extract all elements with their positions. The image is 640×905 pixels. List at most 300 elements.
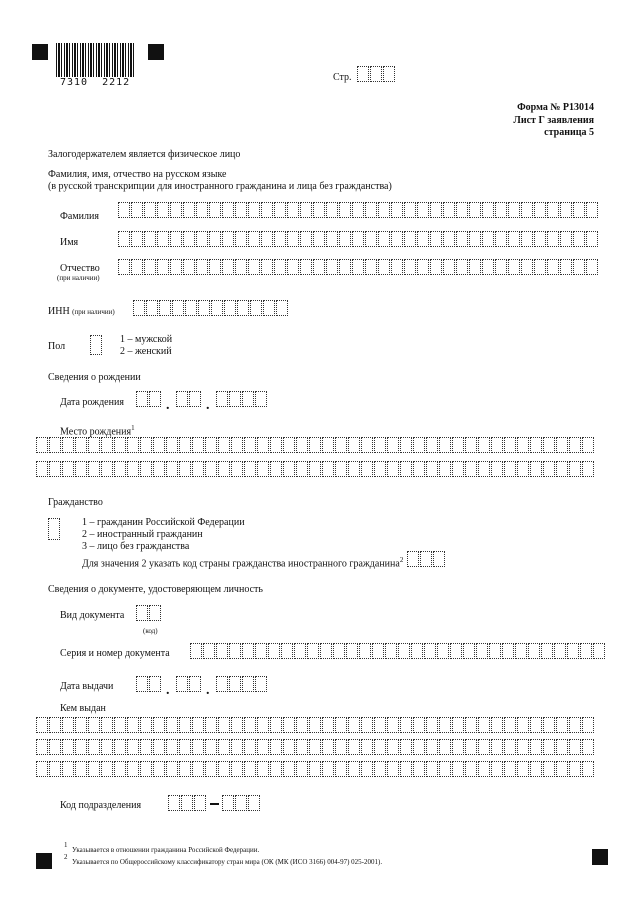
input-cell[interactable] bbox=[374, 717, 386, 733]
input-cell[interactable] bbox=[378, 259, 390, 275]
input-cell[interactable] bbox=[190, 643, 202, 659]
input-cell[interactable] bbox=[335, 437, 347, 453]
input-cell[interactable] bbox=[270, 437, 282, 453]
input-cell[interactable] bbox=[185, 300, 197, 316]
input-cell[interactable] bbox=[339, 231, 351, 247]
input-cell[interactable] bbox=[114, 739, 126, 755]
input-cell[interactable] bbox=[235, 259, 247, 275]
input-cell[interactable] bbox=[209, 231, 221, 247]
input-cell[interactable] bbox=[127, 461, 139, 477]
input-cell[interactable] bbox=[491, 437, 503, 453]
input-cell[interactable] bbox=[530, 739, 542, 755]
input-cell[interactable] bbox=[586, 202, 598, 218]
input-cell[interactable] bbox=[335, 461, 347, 477]
input-cell[interactable] bbox=[534, 202, 546, 218]
input-cell[interactable] bbox=[469, 259, 481, 275]
input-cell[interactable] bbox=[404, 231, 416, 247]
input-cell[interactable] bbox=[361, 437, 373, 453]
input-cell[interactable] bbox=[114, 717, 126, 733]
input-cell[interactable] bbox=[450, 643, 462, 659]
input-cell[interactable] bbox=[387, 437, 399, 453]
input-cell[interactable] bbox=[294, 643, 306, 659]
input-cell[interactable] bbox=[179, 761, 191, 777]
input-cell[interactable] bbox=[491, 761, 503, 777]
input-cell[interactable] bbox=[586, 259, 598, 275]
input-cell[interactable] bbox=[101, 717, 113, 733]
input-cell[interactable] bbox=[231, 437, 243, 453]
input-cell[interactable] bbox=[157, 231, 169, 247]
input-cell[interactable] bbox=[157, 259, 169, 275]
input-cell[interactable] bbox=[430, 202, 442, 218]
input-cell[interactable] bbox=[166, 461, 178, 477]
input-cell[interactable] bbox=[296, 461, 308, 477]
input-cell[interactable] bbox=[268, 643, 280, 659]
input-cell[interactable] bbox=[140, 717, 152, 733]
input-cell[interactable] bbox=[463, 643, 475, 659]
input-cell[interactable] bbox=[417, 259, 429, 275]
input-cell[interactable] bbox=[146, 300, 158, 316]
input-cell[interactable] bbox=[192, 437, 204, 453]
division-code-cells-2[interactable] bbox=[222, 795, 261, 813]
input-cell[interactable] bbox=[218, 761, 230, 777]
input-cell[interactable] bbox=[88, 739, 100, 755]
input-cell[interactable] bbox=[192, 761, 204, 777]
input-cell[interactable] bbox=[244, 437, 256, 453]
input-cell[interactable] bbox=[391, 259, 403, 275]
input-cell[interactable] bbox=[75, 461, 87, 477]
input-cell[interactable] bbox=[62, 437, 74, 453]
input-cell[interactable] bbox=[543, 739, 555, 755]
input-cell[interactable] bbox=[580, 643, 592, 659]
input-cell[interactable] bbox=[257, 437, 269, 453]
input-cell[interactable] bbox=[127, 761, 139, 777]
input-cell[interactable] bbox=[378, 202, 390, 218]
input-cell[interactable] bbox=[101, 761, 113, 777]
input-cell[interactable] bbox=[205, 739, 217, 755]
input-cell[interactable] bbox=[88, 461, 100, 477]
input-cell[interactable] bbox=[36, 717, 48, 733]
input-cell[interactable] bbox=[567, 643, 579, 659]
input-cell[interactable] bbox=[508, 231, 520, 247]
input-cell[interactable] bbox=[257, 739, 269, 755]
input-cell[interactable] bbox=[491, 717, 503, 733]
input-cell[interactable] bbox=[348, 717, 360, 733]
input-cell[interactable] bbox=[205, 461, 217, 477]
input-cell[interactable] bbox=[400, 739, 412, 755]
input-cell[interactable] bbox=[127, 437, 139, 453]
input-cell[interactable] bbox=[478, 437, 490, 453]
input-cell[interactable] bbox=[157, 202, 169, 218]
input-cell[interactable] bbox=[361, 461, 373, 477]
input-cell[interactable] bbox=[170, 202, 182, 218]
input-cell[interactable] bbox=[211, 300, 223, 316]
input-cell[interactable] bbox=[528, 643, 540, 659]
input-cell[interactable] bbox=[417, 231, 429, 247]
issued-by-cells-2[interactable] bbox=[36, 739, 595, 757]
input-cell[interactable] bbox=[114, 437, 126, 453]
series-number-cells[interactable] bbox=[190, 643, 606, 661]
input-cell[interactable] bbox=[556, 761, 568, 777]
input-cell[interactable] bbox=[309, 739, 321, 755]
input-cell[interactable] bbox=[469, 231, 481, 247]
input-cell[interactable] bbox=[257, 761, 269, 777]
input-cell[interactable] bbox=[140, 437, 152, 453]
input-cell[interactable] bbox=[352, 259, 364, 275]
input-cell[interactable] bbox=[205, 761, 217, 777]
issue-year-cells[interactable] bbox=[216, 676, 268, 694]
input-cell[interactable] bbox=[326, 202, 338, 218]
input-cell[interactable] bbox=[573, 231, 585, 247]
input-cell[interactable] bbox=[348, 437, 360, 453]
input-cell[interactable] bbox=[413, 717, 425, 733]
input-cell[interactable] bbox=[361, 761, 373, 777]
input-cell[interactable] bbox=[313, 231, 325, 247]
input-cell[interactable] bbox=[205, 717, 217, 733]
input-cell[interactable] bbox=[586, 231, 598, 247]
input-cell[interactable] bbox=[400, 717, 412, 733]
input-cell[interactable] bbox=[534, 231, 546, 247]
input-cell[interactable] bbox=[452, 437, 464, 453]
input-cell[interactable] bbox=[287, 231, 299, 247]
input-cell[interactable] bbox=[222, 231, 234, 247]
input-cell[interactable] bbox=[307, 643, 319, 659]
input-cell[interactable] bbox=[469, 202, 481, 218]
input-cell[interactable] bbox=[144, 231, 156, 247]
input-cell[interactable] bbox=[320, 643, 332, 659]
input-cell[interactable] bbox=[515, 643, 527, 659]
input-cell[interactable] bbox=[205, 437, 217, 453]
input-cell[interactable] bbox=[75, 761, 87, 777]
input-cell[interactable] bbox=[75, 437, 87, 453]
input-cell[interactable] bbox=[374, 461, 386, 477]
inn-cells[interactable] bbox=[133, 300, 289, 318]
input-cell[interactable] bbox=[517, 437, 529, 453]
input-cell[interactable] bbox=[274, 231, 286, 247]
input-cell[interactable] bbox=[153, 739, 165, 755]
input-cell[interactable] bbox=[426, 739, 438, 755]
input-cell[interactable] bbox=[443, 202, 455, 218]
input-cell[interactable] bbox=[101, 437, 113, 453]
input-cell[interactable] bbox=[456, 231, 468, 247]
input-cell[interactable] bbox=[365, 259, 377, 275]
input-cell[interactable] bbox=[153, 761, 165, 777]
input-cell[interactable] bbox=[322, 717, 334, 733]
input-cell[interactable] bbox=[287, 202, 299, 218]
input-cell[interactable] bbox=[426, 437, 438, 453]
birth-place-cells-2[interactable] bbox=[36, 461, 595, 479]
input-cell[interactable] bbox=[543, 461, 555, 477]
issue-day-cells[interactable] bbox=[136, 676, 162, 694]
input-cell[interactable] bbox=[352, 231, 364, 247]
input-cell[interactable] bbox=[391, 202, 403, 218]
input-cell[interactable] bbox=[502, 643, 514, 659]
input-cell[interactable] bbox=[482, 231, 494, 247]
birth-day-cells[interactable] bbox=[136, 391, 162, 409]
input-cell[interactable] bbox=[374, 761, 386, 777]
input-cell[interactable] bbox=[335, 739, 347, 755]
input-cell[interactable] bbox=[170, 259, 182, 275]
input-cell[interactable] bbox=[413, 739, 425, 755]
input-cell[interactable] bbox=[413, 461, 425, 477]
input-cell[interactable] bbox=[543, 437, 555, 453]
input-cell[interactable] bbox=[88, 437, 100, 453]
input-cell[interactable] bbox=[517, 761, 529, 777]
input-cell[interactable] bbox=[49, 461, 61, 477]
input-cell[interactable] bbox=[404, 259, 416, 275]
input-cell[interactable] bbox=[326, 259, 338, 275]
input-cell[interactable] bbox=[231, 761, 243, 777]
input-cell[interactable] bbox=[153, 437, 165, 453]
input-cell[interactable] bbox=[179, 461, 191, 477]
input-cell[interactable] bbox=[270, 461, 282, 477]
input-cell[interactable] bbox=[359, 643, 371, 659]
input-cell[interactable] bbox=[118, 202, 130, 218]
input-cell[interactable] bbox=[569, 717, 581, 733]
input-cell[interactable] bbox=[582, 739, 594, 755]
input-cell[interactable] bbox=[504, 437, 516, 453]
input-cell[interactable] bbox=[521, 202, 533, 218]
issued-by-cells-3[interactable] bbox=[36, 761, 595, 779]
input-cell[interactable] bbox=[196, 259, 208, 275]
input-cell[interactable] bbox=[244, 739, 256, 755]
input-cell[interactable] bbox=[554, 643, 566, 659]
input-cell[interactable] bbox=[166, 437, 178, 453]
input-cell[interactable] bbox=[322, 461, 334, 477]
input-cell[interactable] bbox=[547, 202, 559, 218]
input-cell[interactable] bbox=[489, 643, 501, 659]
input-cell[interactable] bbox=[263, 300, 275, 316]
input-cell[interactable] bbox=[365, 231, 377, 247]
input-cell[interactable] bbox=[287, 259, 299, 275]
input-cell[interactable] bbox=[456, 259, 468, 275]
input-cell[interactable] bbox=[413, 437, 425, 453]
input-cell[interactable] bbox=[270, 739, 282, 755]
input-cell[interactable] bbox=[261, 202, 273, 218]
input-cell[interactable] bbox=[452, 717, 464, 733]
input-cell[interactable] bbox=[49, 717, 61, 733]
input-cell[interactable] bbox=[183, 231, 195, 247]
input-cell[interactable] bbox=[417, 202, 429, 218]
input-cell[interactable] bbox=[231, 717, 243, 733]
input-cell[interactable] bbox=[400, 461, 412, 477]
input-cell[interactable] bbox=[413, 761, 425, 777]
birth-month-cells[interactable] bbox=[176, 391, 202, 409]
input-cell[interactable] bbox=[556, 461, 568, 477]
input-cell[interactable] bbox=[248, 202, 260, 218]
input-cell[interactable] bbox=[465, 739, 477, 755]
input-cell[interactable] bbox=[573, 259, 585, 275]
input-cell[interactable] bbox=[296, 761, 308, 777]
input-cell[interactable] bbox=[270, 717, 282, 733]
document-type-cells[interactable] bbox=[136, 605, 162, 623]
input-cell[interactable] bbox=[547, 259, 559, 275]
input-cell[interactable] bbox=[426, 461, 438, 477]
input-cell[interactable] bbox=[556, 739, 568, 755]
input-cell[interactable] bbox=[118, 231, 130, 247]
input-cell[interactable] bbox=[49, 761, 61, 777]
page-number-cells[interactable] bbox=[357, 66, 396, 84]
input-cell[interactable] bbox=[283, 739, 295, 755]
input-cell[interactable] bbox=[547, 231, 559, 247]
input-cell[interactable] bbox=[166, 761, 178, 777]
input-cell[interactable] bbox=[504, 739, 516, 755]
input-cell[interactable] bbox=[140, 739, 152, 755]
input-cell[interactable] bbox=[508, 259, 520, 275]
input-cell[interactable] bbox=[582, 761, 594, 777]
input-cell[interactable] bbox=[465, 761, 477, 777]
input-cell[interactable] bbox=[569, 739, 581, 755]
input-cell[interactable] bbox=[495, 202, 507, 218]
input-cell[interactable] bbox=[131, 231, 143, 247]
input-cell[interactable] bbox=[192, 461, 204, 477]
input-cell[interactable] bbox=[242, 643, 254, 659]
birth-place-cells-1[interactable] bbox=[36, 437, 595, 455]
input-cell[interactable] bbox=[283, 717, 295, 733]
input-cell[interactable] bbox=[62, 461, 74, 477]
input-cell[interactable] bbox=[235, 202, 247, 218]
input-cell[interactable] bbox=[482, 259, 494, 275]
input-cell[interactable] bbox=[400, 437, 412, 453]
input-cell[interactable] bbox=[144, 202, 156, 218]
input-cell[interactable] bbox=[439, 739, 451, 755]
input-cell[interactable] bbox=[248, 259, 260, 275]
input-cell[interactable] bbox=[439, 717, 451, 733]
input-cell[interactable] bbox=[270, 761, 282, 777]
input-cell[interactable] bbox=[261, 259, 273, 275]
input-cell[interactable] bbox=[127, 717, 139, 733]
input-cell[interactable] bbox=[452, 739, 464, 755]
input-cell[interactable] bbox=[326, 231, 338, 247]
input-cell[interactable] bbox=[387, 717, 399, 733]
country-code-cells[interactable] bbox=[407, 551, 446, 569]
input-cell[interactable] bbox=[478, 461, 490, 477]
input-cell[interactable] bbox=[387, 761, 399, 777]
input-cell[interactable] bbox=[378, 231, 390, 247]
birth-year-cells[interactable] bbox=[216, 391, 268, 409]
input-cell[interactable] bbox=[521, 259, 533, 275]
input-cell[interactable] bbox=[482, 202, 494, 218]
input-cell[interactable] bbox=[348, 739, 360, 755]
input-cell[interactable] bbox=[530, 437, 542, 453]
input-cell[interactable] bbox=[216, 643, 228, 659]
input-cell[interactable] bbox=[404, 202, 416, 218]
input-cell[interactable] bbox=[283, 437, 295, 453]
input-cell[interactable] bbox=[198, 300, 210, 316]
input-cell[interactable] bbox=[452, 461, 464, 477]
input-cell[interactable] bbox=[296, 437, 308, 453]
input-cell[interactable] bbox=[296, 717, 308, 733]
input-cell[interactable] bbox=[517, 461, 529, 477]
input-cell[interactable] bbox=[114, 461, 126, 477]
input-cell[interactable] bbox=[49, 437, 61, 453]
input-cell[interactable] bbox=[348, 461, 360, 477]
input-cell[interactable] bbox=[237, 300, 249, 316]
input-cell[interactable] bbox=[333, 643, 345, 659]
input-cell[interactable] bbox=[508, 202, 520, 218]
input-cell[interactable] bbox=[385, 643, 397, 659]
input-cell[interactable] bbox=[348, 761, 360, 777]
input-cell[interactable] bbox=[335, 761, 347, 777]
input-cell[interactable] bbox=[248, 231, 260, 247]
input-cell[interactable] bbox=[88, 717, 100, 733]
input-cell[interactable] bbox=[573, 202, 585, 218]
input-cell[interactable] bbox=[439, 461, 451, 477]
input-cell[interactable] bbox=[424, 643, 436, 659]
input-cell[interactable] bbox=[127, 739, 139, 755]
input-cell[interactable] bbox=[491, 461, 503, 477]
input-cell[interactable] bbox=[224, 300, 236, 316]
input-cell[interactable] bbox=[172, 300, 184, 316]
input-cell[interactable] bbox=[374, 437, 386, 453]
input-cell[interactable] bbox=[144, 259, 156, 275]
input-cell[interactable] bbox=[250, 300, 262, 316]
input-cell[interactable] bbox=[361, 739, 373, 755]
input-cell[interactable] bbox=[478, 739, 490, 755]
input-cell[interactable] bbox=[244, 761, 256, 777]
input-cell[interactable] bbox=[504, 761, 516, 777]
division-code-cells-1[interactable] bbox=[168, 795, 207, 813]
input-cell[interactable] bbox=[517, 739, 529, 755]
input-cell[interactable] bbox=[153, 461, 165, 477]
input-cell[interactable] bbox=[179, 739, 191, 755]
input-cell[interactable] bbox=[387, 739, 399, 755]
input-cell[interactable] bbox=[322, 761, 334, 777]
input-cell[interactable] bbox=[133, 300, 145, 316]
input-cell[interactable] bbox=[411, 643, 423, 659]
input-cell[interactable] bbox=[582, 461, 594, 477]
input-cell[interactable] bbox=[231, 739, 243, 755]
input-cell[interactable] bbox=[131, 259, 143, 275]
input-cell[interactable] bbox=[300, 202, 312, 218]
input-cell[interactable] bbox=[274, 259, 286, 275]
input-cell[interactable] bbox=[229, 643, 241, 659]
input-cell[interactable] bbox=[281, 643, 293, 659]
input-cell[interactable] bbox=[504, 717, 516, 733]
input-cell[interactable] bbox=[88, 761, 100, 777]
input-cell[interactable] bbox=[231, 461, 243, 477]
input-cell[interactable] bbox=[556, 437, 568, 453]
input-cell[interactable] bbox=[365, 202, 377, 218]
input-cell[interactable] bbox=[478, 761, 490, 777]
issued-by-cells-1[interactable] bbox=[36, 717, 595, 735]
input-cell[interactable] bbox=[582, 717, 594, 733]
input-cell[interactable] bbox=[300, 259, 312, 275]
input-cell[interactable] bbox=[62, 761, 74, 777]
input-cell[interactable] bbox=[560, 259, 572, 275]
input-cell[interactable] bbox=[218, 437, 230, 453]
input-cell[interactable] bbox=[560, 202, 572, 218]
input-cell[interactable] bbox=[495, 259, 507, 275]
input-cell[interactable] bbox=[283, 761, 295, 777]
input-cell[interactable] bbox=[257, 717, 269, 733]
input-cell[interactable] bbox=[159, 300, 171, 316]
input-cell[interactable] bbox=[426, 761, 438, 777]
input-cell[interactable] bbox=[118, 259, 130, 275]
input-cell[interactable] bbox=[218, 739, 230, 755]
input-cell[interactable] bbox=[179, 717, 191, 733]
input-cell[interactable] bbox=[504, 461, 516, 477]
input-cell[interactable] bbox=[335, 717, 347, 733]
input-cell[interactable] bbox=[235, 231, 247, 247]
input-cell[interactable] bbox=[322, 437, 334, 453]
input-cell[interactable] bbox=[62, 717, 74, 733]
input-cell[interactable] bbox=[300, 231, 312, 247]
input-cell[interactable] bbox=[309, 461, 321, 477]
input-cell[interactable] bbox=[560, 231, 572, 247]
input-cell[interactable] bbox=[309, 717, 321, 733]
input-cell[interactable] bbox=[140, 461, 152, 477]
citizenship-cell[interactable] bbox=[48, 518, 61, 536]
